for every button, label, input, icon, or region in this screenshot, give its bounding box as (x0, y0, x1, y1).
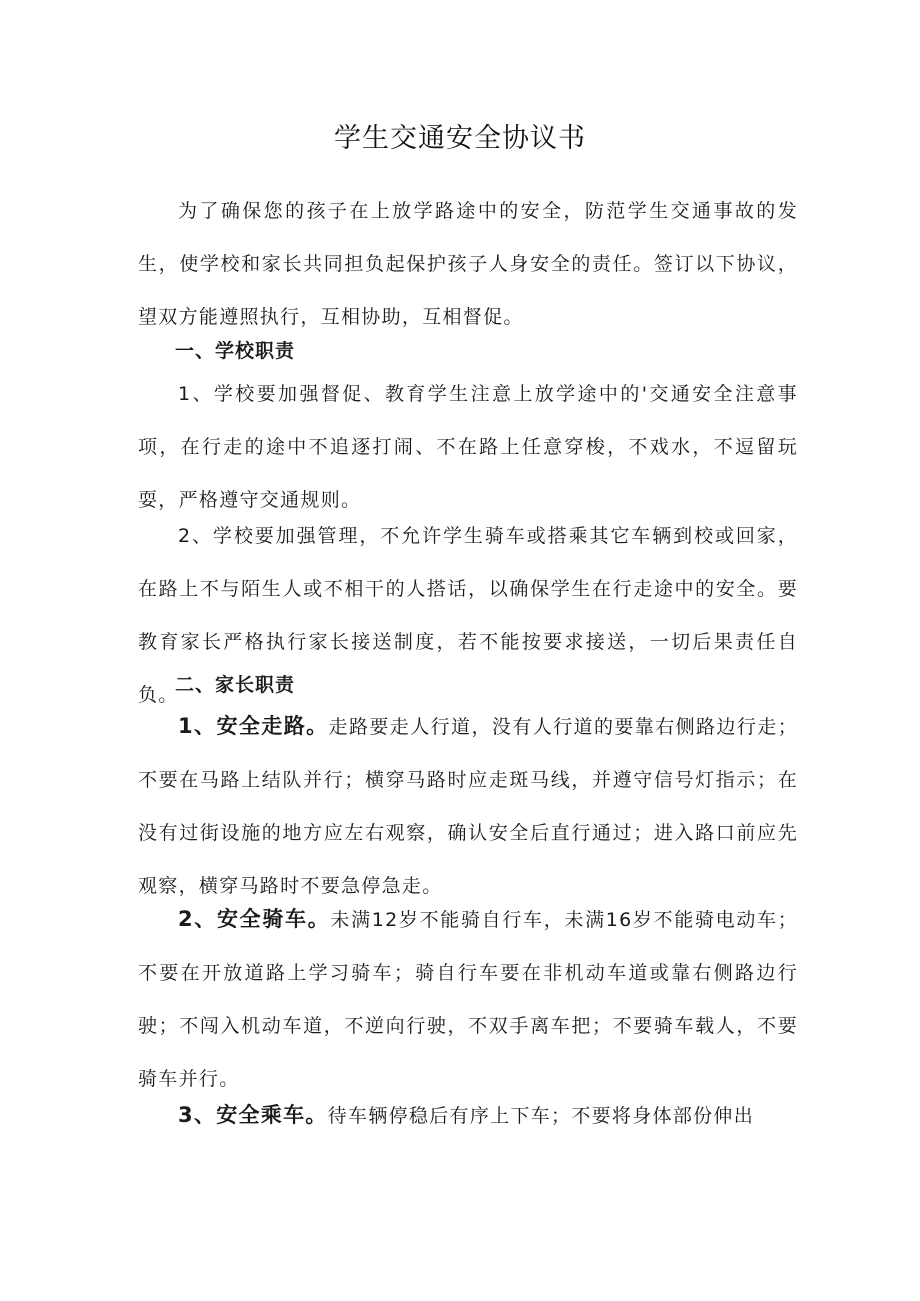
section2-item-1-lead: 1、安全走路。 (178, 714, 329, 738)
section2-item-1 (138, 700, 798, 913)
intro-block (138, 185, 798, 344)
section2-item-1-block (138, 700, 798, 913)
section2-item-3 (138, 1089, 798, 1143)
document-title: 学生交通安全协议书 (334, 123, 586, 154)
section2-item-2 (138, 893, 798, 1106)
section1-heading: 一、学校职责 (175, 340, 296, 362)
section2-item-2-text: 未满12岁不能骑自行车，未满16岁不能骑电动车；不要在开放道路上学习骑车；骑自行车要在非机动车道或靠右侧路边行驶；不闯入机动车道，不逆向行驶，不双手离车把；不要骑车载人，不要骑车并行。 (138, 909, 798, 1090)
intro-paragraph: 为了确保您的孩子在上放学路途中的安全，防范学生交通事故的发生，使学校和家长共同担负起保护孩子人身安全的责任。签订以下协议，望双方能遵照执行，互相协助，互相督促。 (138, 200, 798, 328)
section2-heading: 二、家长职责 (175, 674, 296, 696)
section2-item-3-block (138, 1089, 798, 1143)
section1-item-1-block (138, 368, 798, 527)
section2-item-2-lead: 2、安全骑车。 (178, 907, 331, 931)
section2-item-1-text: 走路要走人行道，没有人行道的要靠右侧路边行走；不要在马路上结队并行；横穿马路时应走斑马线，并遵守信号灯指示；在没有过街设施的地方应左右观察，确认安全后直行通过；进入路口前应先观察，横穿马路时不要急停急走。 (138, 716, 798, 897)
section2-item-2-block (138, 893, 798, 1106)
section2-item-3-text: 待车辆停稳后有序上下车；不要将身体部份伸出 (327, 1105, 755, 1127)
section1-item-2: 2、学校要加强管理，不允许学生骑车或搭乘其它车辆到校或回家，在路上不与陌生人或不相干的人搭话，以确保学生在行走途中的安全。要教育家长严格执行家长接送制度，若不能按要求接送，一切后果责任自负。 (138, 525, 798, 706)
section1-item-1: 1、学校要加强督促、教育学生注意上放学途中的'交通安全注意事项，在行走的途中不追逐打闹、不在路上任意穿梭，不戏水，不逗留玩耍，严格遵守交通规则。 (138, 383, 798, 511)
section2-item-3-lead: 3、安全乘车。 (178, 1103, 328, 1127)
